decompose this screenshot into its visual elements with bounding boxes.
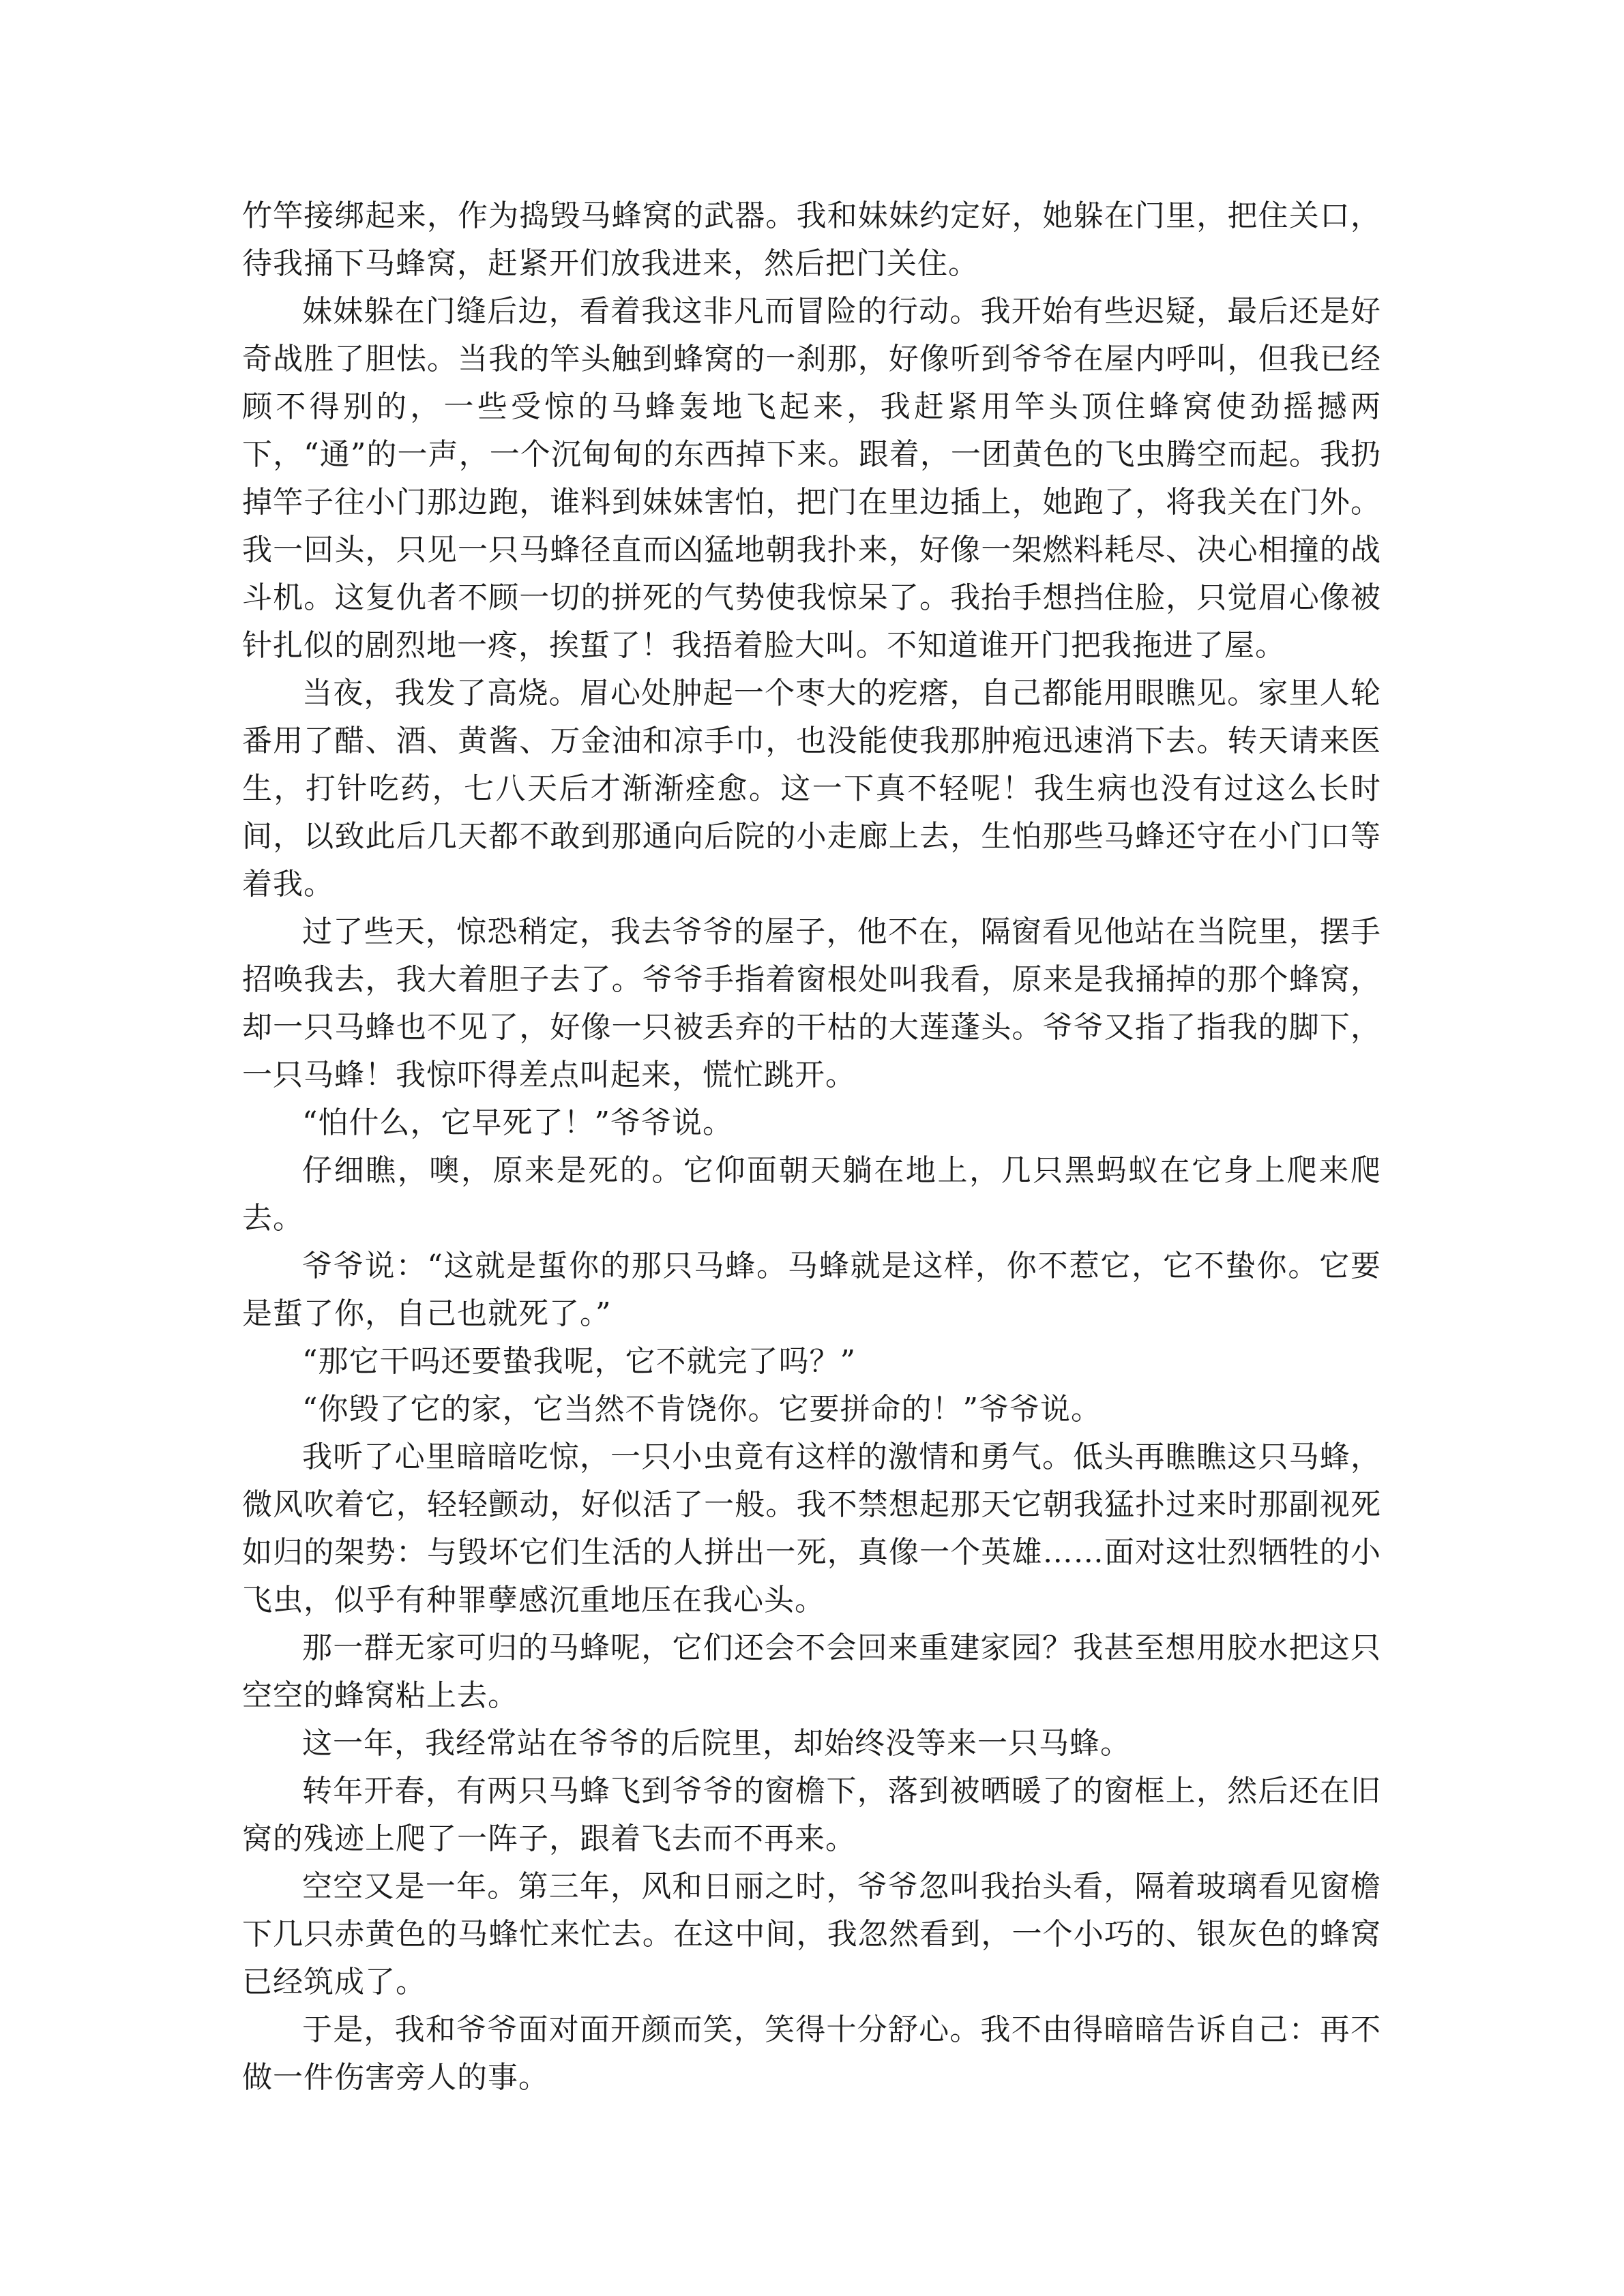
paragraph: 于是，我和爷爷面对面开颜而笑，笑得十分舒心。我不由得暗暗告诉自己：再不做一件伤害旁人的事。 (242, 2012, 1381, 2095)
paragraph: 转年开春，有两只马蜂飞到爷爷的窗檐下，落到被晒暖了的窗框上，然后还在旧窝的残迹上爬了一阵子，跟着飞去而不再来。 (242, 1774, 1381, 1856)
paragraph: “怕什么，它早死了！”爷爷说。 (302, 1105, 733, 1140)
paragraph: 竹竿接绑起来，作为捣毁马蜂窝的武器。我和妹妹约定好，她躲在门里，把住关口，待我捅下马蜂窝，赶紧开们放我进来，然后把门关住。 (242, 198, 1381, 281)
paragraph: 我听了心里暗暗吃惊，一只小虫竟有这样的激情和勇气。低头再瞧瞧这只马蜂，微风吹着它，轻轻颤动，好似活了一般。我不禁想起那天它朝我猛扑过来时那副视死如归的架势：与毁坏它们生活的人拼出一死，真像一个英雄……面对这壮烈牺牲的小飞虫，似乎有种罪孽感沉重地压在我心头。 (242, 1440, 1381, 1617)
paragraph: “那它干吗还要蛰我呢，它不就完了吗？” (302, 1344, 856, 1379)
paragraph: 爷爷说：“这就是蜇你的那只马蜂。马蜂就是这样，你不惹它，它不蛰你。它要是蜇了你，自己也就死了。” (242, 1249, 1381, 1331)
paragraph: 妹妹躲在门缝后边，看着我这非凡而冒险的行动。我开始有些迟疑，最后还是好奇战胜了胆怯。当我的竿头触到蜂窝的一刹那，好像听到爷爷在屋内呼叫，但我已经顾不得别的，一些受惊的马蜂轰地飞起来，我赶紧用竿头顶住蜂窝使劲摇撼两下，“通”的一声，一个沉甸甸的东西掉下来。跟着，一团黄色的飞虫腾空而起。我扔掉竿子往小门那边跑，谁料到妹妹害怕，把门在里边插上，她跑了，将我关在门外。我一回头，只见一只马蜂径直而凶猛地朝我扑来，好像一架燃料耗尽、决心相撞的战斗机。这复仇者不顾一切的拼死的气势使我惊呆了。我抬手想挡住脸，只觉眉心像被针扎似的剧烈地一疼，挨蜇了！我捂着脸大叫。不知道谁开门把我拖进了屋。 (242, 294, 1381, 663)
paragraph: 仔细瞧，噢，原来是死的。它仰面朝天躺在地上，几只黑蚂蚁在它身上爬来爬去。 (242, 1153, 1381, 1236)
paragraph: 那一群无家可归的马蜂呢，它们还会不会回来重建家园？我甚至想用胶水把这只空空的蜂窝粘上去。 (242, 1630, 1381, 1713)
paragraph: 过了些天，惊恐稍定，我去爷爷的屋子，他不在，隔窗看见他站在当院里，摆手招唤我去，我大着胆子去了。爷爷手指着窗根处叫我看，原来是我捅掉的那个蜂窝，却一只马蜂也不见了，好像一只被丢弃的干枯的大莲蓬头。爷爷又指了指我的脚下，一只马蜂！我惊吓得差点叫起来，慌忙跳开。 (242, 914, 1381, 1092)
paragraph: “你毁了它的家，它当然不肯饶你。它要拼命的！”爷爷说。 (302, 1392, 1102, 1427)
paragraph: 当夜，我发了高烧。眉心处肿起一个枣大的疙瘩，自己都能用眼瞧见。家里人轮番用了醋、酒、黄酱、万金油和凉手巾，也没能使我那肿疱迅速消下去。转天请来医生，打针吃药，七八天后才渐渐痊愈。这一下真不轻呢！我生病也没有过这么长时间，以致此后几天都不敢到那通向后院的小走廊上去，生怕那些马蜂还守在小门口等着我。 (242, 676, 1381, 901)
paragraph: 这一年，我经常站在爷爷的后院里，却始终没等来一只马蜂。 (302, 1726, 1131, 1761)
paragraph: 空空又是一年。第三年，风和日丽之时，爷爷忽叫我抬头看，隔着玻璃看见窗檐下几只赤黄色的马蜂忙来忙去。在这中间，我忽然看到，一个小巧的、银灰色的蜂窝已经筑成了。 (242, 1869, 1381, 1999)
body-text (242, 192, 1381, 2102)
